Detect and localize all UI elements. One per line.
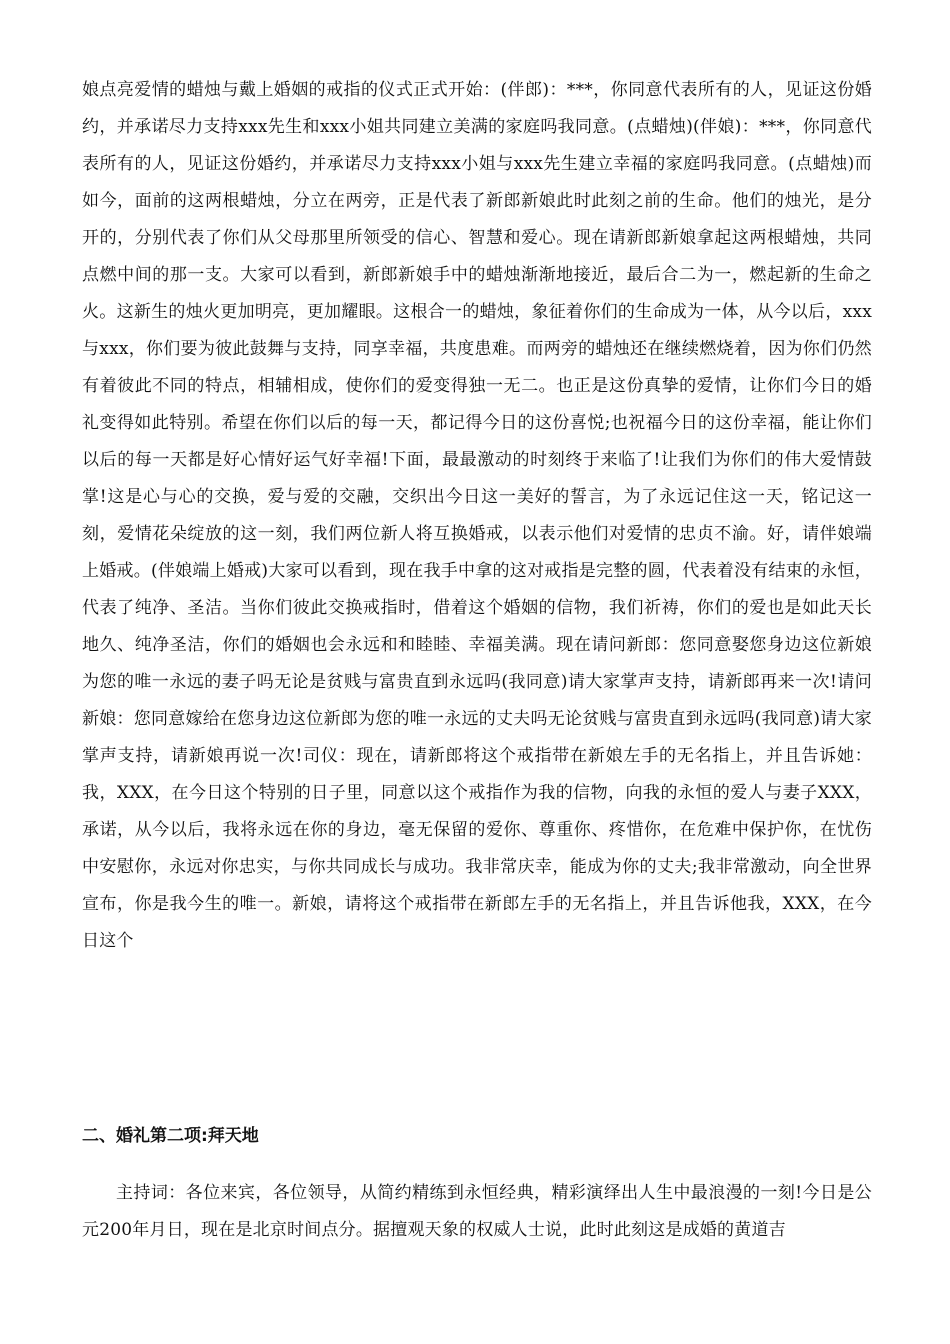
host-speech-paragraph: 主持词：各位来宾，各位领导，从简约精练到永恒经典，精彩演绎出人生中最浪漫的一刻!今日是公元200年月日，现在是北京时间点分。据擅观天象的权威人士说，此时此刻这是成婚的黄道吉 (82, 1183, 872, 1240)
section-heading: 二、婚礼第二项:拜天地 (82, 1126, 259, 1146)
ceremony-body-paragraph: 娘点亮爱情的蜡烛与戴上婚姻的戒指的仪式正式开始：(伴郎)：***，你同意代表所有的人，见证这份婚约，并承诺尽力支持xxx先生和xxx小姐共同建立美满的家庭吗我同意。(点蜡烛)(伴娘)：***，你同意代表所有的人，见证这份婚约，并承诺尽力支持xxx小姐与xxx先生建立幸福的家庭吗我同意。(点蜡烛)而如今，面前的这两根蜡烛，分立在两旁，正是代表了新郎新娘此时此刻之前的生命。他们的烛光，是分开的，分别代表了你们从父母那里所领受的信心、智慧和爱心。现在请新郎新娘拿起这两根蜡烛，共同点燃中间的那一支。大家可以看到，新郎新娘手中的蜡烛渐渐地接近，最后合二为一，燃起新的生命之火。这新生的烛火更加明亮，更加耀眼。这根合一的蜡烛，象征着你们的生命成为一体，从今以后，xxx与xxx，你们要为彼此鼓舞与支持，同享幸福，共度患难。而两旁的蜡烛还在继续燃烧着，因为你们仍然有着彼此不同的特点，相辅相成，使你们的爱变得独一无二。也正是这份真挚的爱情，让你们今日的婚礼变得如此特别。希望在你们以后的每一天，都记得今日的这份喜悦;也祝福今日的这份幸福，能让你们以后的每一天都是好心情好运气好幸福!下面，最最激动的时刻终于来临了!让我们为你们的伟大爱情鼓掌!这是心与心的交换，爱与爱的交融，交织出今日这一美好的誓言，为了永远记住这一天，铭记这一刻，爱情花朵绽放的这一刻，我们两位新人将互换婚戒，以表示他们对爱情的忠贞不渝。好，请伴娘端上婚戒。(伴娘端上婚戒)大家可以看到，现在我手中拿的这对戒指是完整的圆，代表着没有结束的永恒，代表了纯净、圣洁。当你们彼此交换戒指时，借着这个婚姻的信物，我们祈祷，你们的爱也是如此天长地久、纯净圣洁，你们的婚姻也会永远和和睦睦、幸福美满。现在请问新郎：您同意娶您身边这位新娘为您的唯一永远的妻子吗无论是贫贱与富贵直到永远吗(我同意)请大家掌声支持，请新郎再来一次!请问新娘：您同意嫁给在您身边这位新郎为您的唯一永远的丈夫吗无论贫贱与富贵直到永远吗(我同意)请大家掌声支持，请新娘再说一次!司仪：现在，请新郎将这个戒指带在新娘左手的无名指上，并且告诉她：我，XXX，在今日这个特别的日子里，同意以这个戒指作为我的信物，向我的永恒的爱人与妻子XXX，承诺，从今以后，我将永远在你的身边，毫无保留的爱你、尊重你、疼惜你，在危难中保护你，在忧伤中安慰你，永远对你忠实，与你共同成长与成功。我非常庆幸，能成为你的丈夫;我非常激动，向全世界宣布，你是我今生的唯一。新娘，请将这个戒指带在新郎左手的无名指上，并且告诉他我，XXX，在今日这个 (82, 80, 872, 951)
